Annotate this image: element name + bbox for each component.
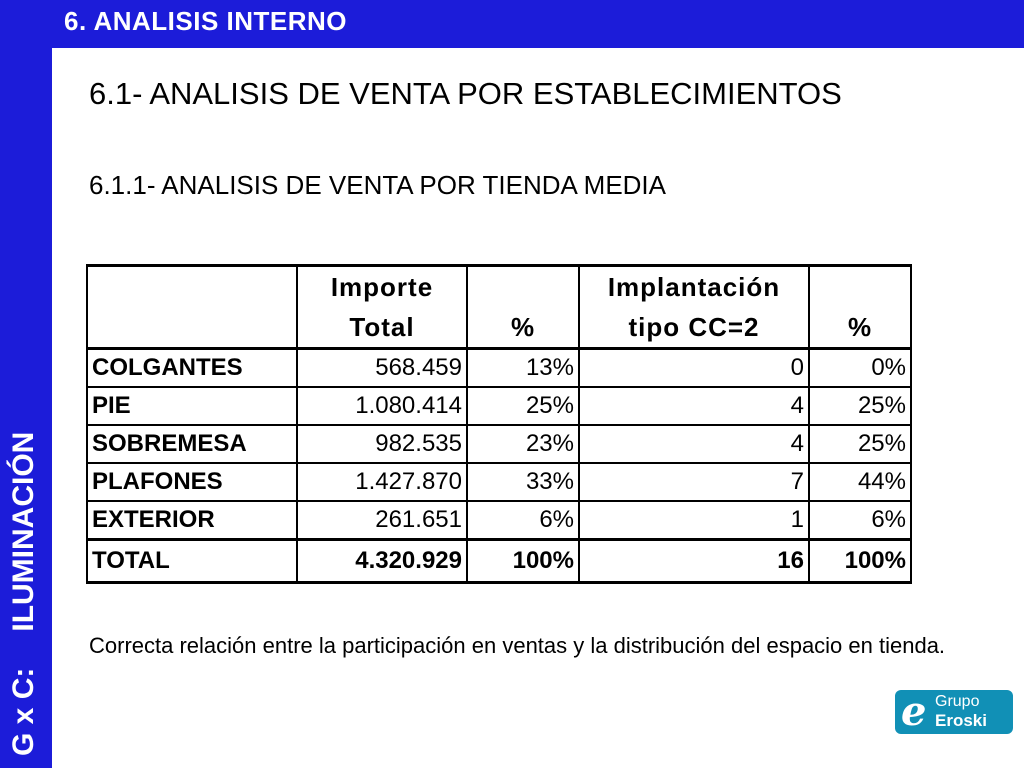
- row-label: PIE: [87, 387, 297, 425]
- row-impl: 7: [579, 463, 809, 501]
- conclusion-text: Correcta relación entre la participación en ventas y la distribución del espacio en tienda.: [89, 633, 946, 658]
- row-pct1: 6%: [467, 501, 579, 540]
- header-impl-line1: Implantación: [579, 266, 809, 308]
- row-importe: 1.080.414: [297, 387, 467, 425]
- sidebar-vertical-label: [0, 356, 52, 756]
- table-row: [87, 501, 911, 540]
- row-label: PLAFONES: [87, 463, 297, 501]
- table-header-row-2: [87, 307, 911, 349]
- row-pct1: 23%: [467, 425, 579, 463]
- row-label: COLGANTES: [87, 349, 297, 388]
- eroski-e-icon: e: [901, 688, 927, 735]
- top-banner: [0, 0, 1024, 48]
- row-label: EXTERIOR: [87, 501, 297, 540]
- sidebar-label-part1: G x C:: [7, 667, 40, 756]
- row-impl: 1: [579, 501, 809, 540]
- row-pct1: 13%: [467, 349, 579, 388]
- row-pct2: 0%: [809, 349, 911, 388]
- row-pct1: 25%: [467, 387, 579, 425]
- row-importe: 261.651: [297, 501, 467, 540]
- total-pct2: 100%: [809, 540, 911, 583]
- table-row: [87, 425, 911, 463]
- header-empty-cell: [87, 307, 297, 349]
- section-title: 6. ANALISIS INTERNO: [64, 6, 348, 36]
- header-impl-line2: tipo CC=2: [579, 307, 809, 349]
- sales-table: [86, 264, 912, 584]
- header-importe-line2: Total: [297, 307, 467, 349]
- total-impl: 16: [579, 540, 809, 583]
- header-pct2: %: [809, 307, 911, 349]
- table-header-row-1: [87, 266, 911, 308]
- logo-line2: Eroski: [935, 711, 987, 730]
- page-title: 6.1- ANALISIS DE VENTA POR ESTABLECIMIENTOS: [89, 76, 842, 111]
- row-pct1: 33%: [467, 463, 579, 501]
- table-total-row: [87, 540, 911, 583]
- row-importe: 1.427.870: [297, 463, 467, 501]
- sidebar-label-part2: ILUMINACIÓN: [7, 431, 40, 632]
- row-pct2: 6%: [809, 501, 911, 540]
- row-pct2: 25%: [809, 425, 911, 463]
- table-row: [87, 387, 911, 425]
- row-pct2: 44%: [809, 463, 911, 501]
- row-label: SOBREMESA: [87, 425, 297, 463]
- table-row: [87, 463, 911, 501]
- row-impl: 4: [579, 387, 809, 425]
- total-label: TOTAL: [87, 540, 297, 583]
- page-subtitle: 6.1.1- ANALISIS DE VENTA POR TIENDA MEDIA: [89, 170, 667, 200]
- row-importe: 568.459: [297, 349, 467, 388]
- total-importe: 4.320.929: [297, 540, 467, 583]
- header-empty-cell: [87, 266, 297, 308]
- row-pct2: 25%: [809, 387, 911, 425]
- row-impl: 0: [579, 349, 809, 388]
- header-pct1: %: [467, 307, 579, 349]
- header-importe-line1: Importe: [297, 266, 467, 308]
- grupo-eroski-logo: [895, 690, 1013, 734]
- table-row: [87, 349, 911, 388]
- row-impl: 4: [579, 425, 809, 463]
- header-pct1-blank: [467, 266, 579, 308]
- logo-line1: Grupo: [935, 693, 980, 710]
- total-pct1: 100%: [467, 540, 579, 583]
- row-importe: 982.535: [297, 425, 467, 463]
- header-pct2-blank: [809, 266, 911, 308]
